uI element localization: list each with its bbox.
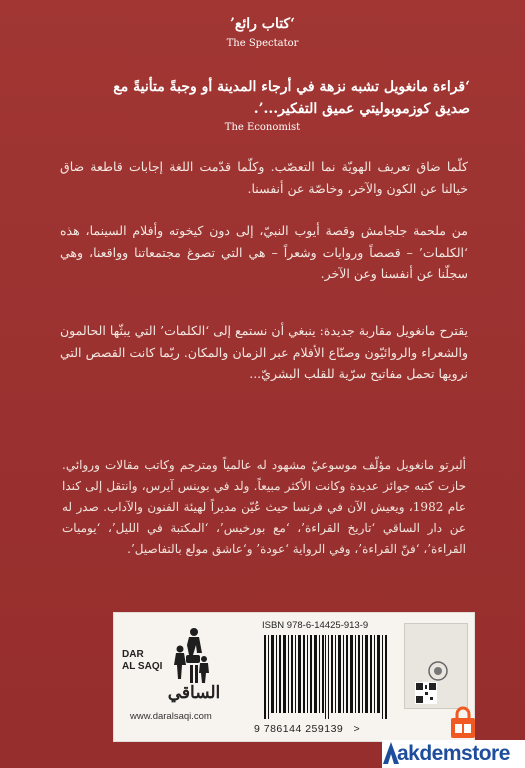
author-bio: ألبرتو مانغويل مؤلّف موسوعيّ مشهود له عالمياً ومترجم وكاتب مقالات وروائي. حازت كتبه جوائز عديدة وكانت الأكثر مبيعاً. ولد في بوينس آيرس، وانتقل إلى كندا عام 1982، ويعيش الآن في فرنسا حيث عُيّن مديراً لهيئة الفنون والآداب. صدر له عن دار الساقي ‘تاريخ القراءة’، ‘مع بورخيس’، ‘المكتبة في الليل’، ‘يوميات القراءة’، ‘فنّ القراءة’، وفي الرواية ‘عودة’ و‘عاشق مولع بالتفاصيل’. — [62, 458, 466, 556]
qr-code-icon — [415, 682, 437, 704]
review-source-economist: The Economist — [224, 122, 301, 133]
sticker-badge-icon — [427, 660, 449, 682]
publisher-website: www.daralsaqi.com — [130, 711, 212, 722]
review-source-spectator: The Spectator — [226, 38, 299, 49]
barcode-number: 9 786144 259139 > — [254, 723, 361, 735]
publisher-logo — [122, 625, 221, 711]
isbn-label: ISBN 978-6-14425-913-9 — [262, 620, 369, 631]
store-cart-icon — [445, 706, 481, 742]
blurb-paragraph-3: يقترح مانغويل مقاربة جديدة: ينبغي أن نستمع إلى ‘الكلمات’ التي يبثّها الحالمون والشعراء والروائيّون وصنّاع الأفلام عبر الزمان والمكان. ربّما كانت القصص التي نرويها تحمل مفاتيح سرّية للقلب البشريّ... — [60, 323, 468, 381]
short-review-quote: ‘كتاب رائع’ — [230, 16, 295, 32]
publisher-barcode-panel — [113, 612, 475, 742]
store-watermark[interactable]: akdemstore — [397, 742, 510, 765]
blurb-paragraph-1: كلّما ضاق تعريف الهويّة نما التعصّب. وكلّما قدّمت اللغة إجابات قاطعة ضاق خيالنا عن الكون والآخر، وخاصّة عن أنفسنا. — [60, 159, 468, 196]
publisher-latin-name: DAR AL SAQI — [122, 649, 163, 672]
economist-review-quote: ‘قراءة مانغويل تشبه نزهة في أرجاء المدينة أو وجبةً متأنيةً مع صديق كوزموبوليتي عميق التفكير...’. — [113, 79, 470, 117]
blurb-paragraph-2: من ملحمة جلجامش وقصة أيوب النبيّ، إلى دون كيخوته وأفلام السينما، هذه ‘الكلمات’ – قصصاً وروايات وشعراً – هي التي تصوغ مجتمعاتنا وواقعنا، وهي سجلّنا عن أنفسنا وعن الآخر. — [60, 223, 468, 281]
publisher-arabic-name: الساقي — [167, 683, 221, 703]
library-sticker — [404, 623, 468, 709]
barcode-icon — [264, 635, 390, 719]
saqi-figures-icon — [166, 625, 216, 687]
